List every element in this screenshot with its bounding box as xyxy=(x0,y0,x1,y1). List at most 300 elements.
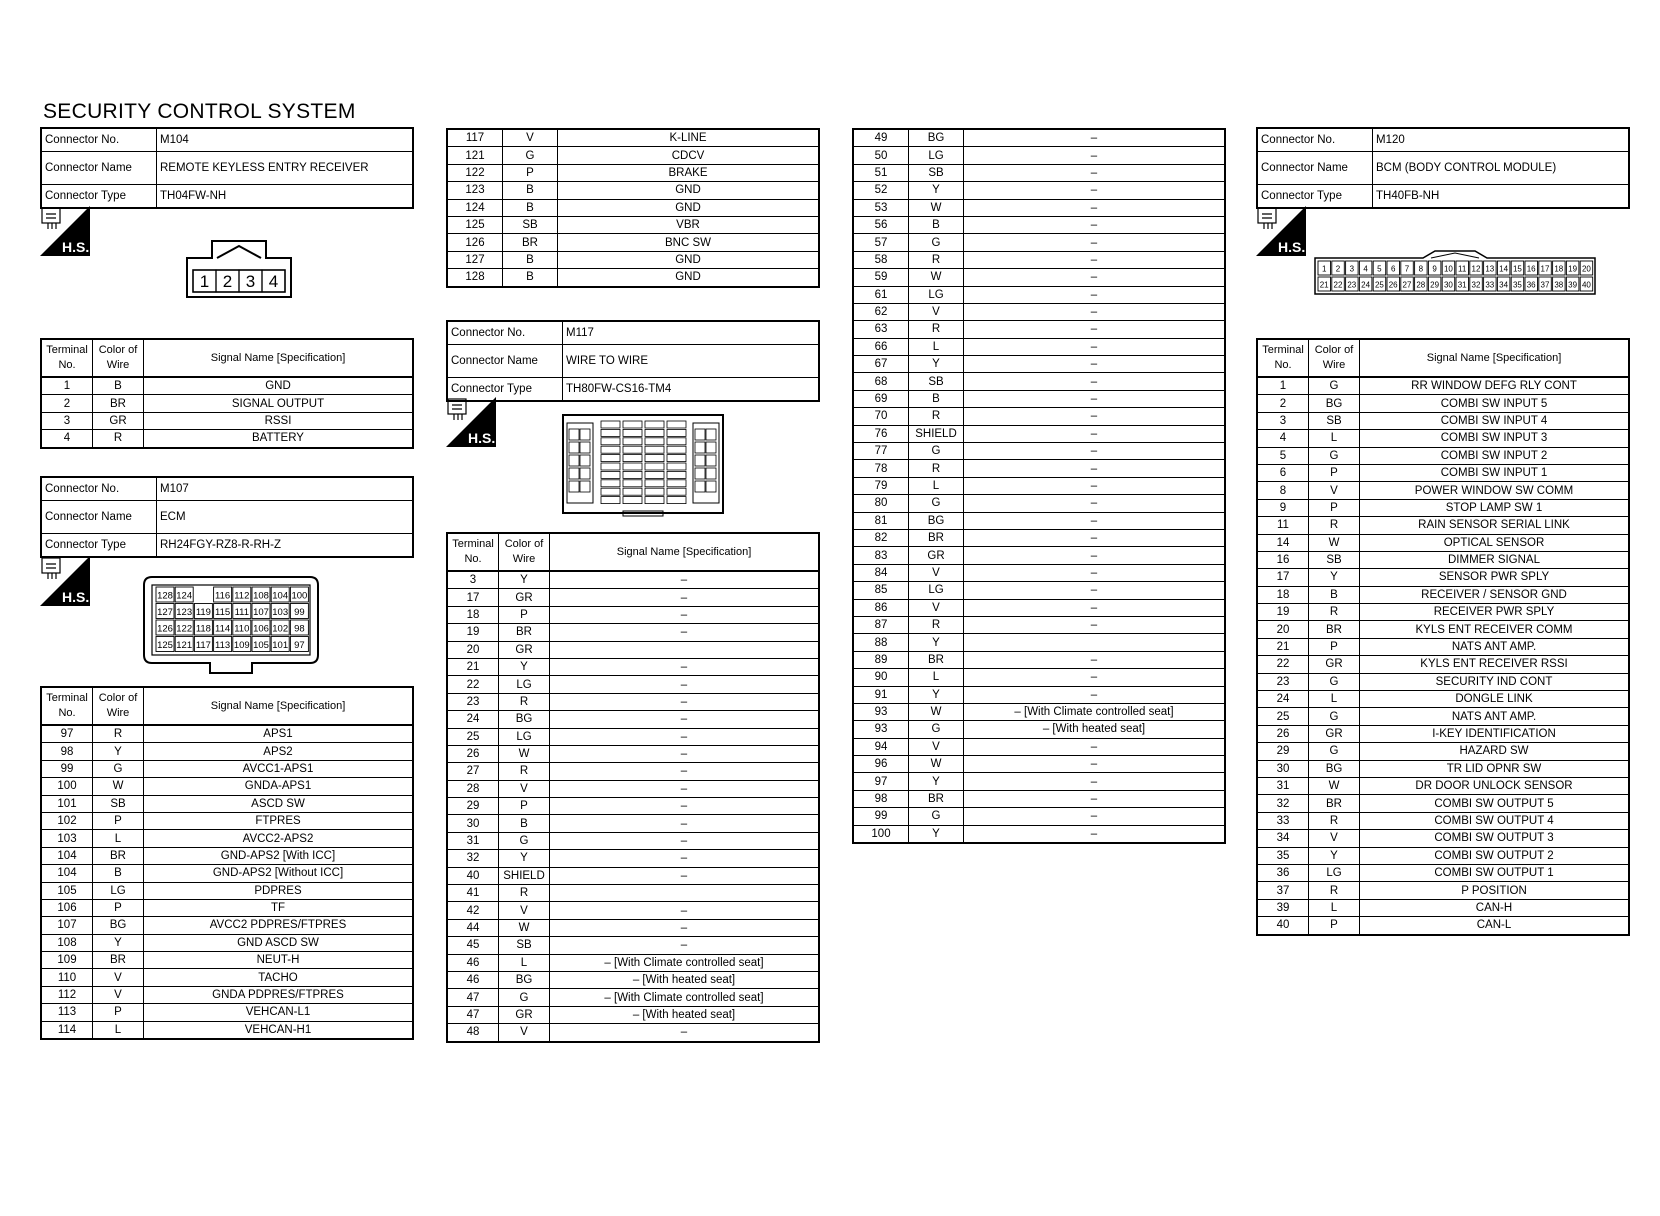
terminal-cell: 4 xyxy=(41,430,93,448)
connector-name-value: ECM xyxy=(157,501,414,534)
signal-cell: OPTICAL SENSOR xyxy=(1360,534,1630,551)
signal-cell: CAN-H xyxy=(1360,899,1630,916)
signal-cell: – xyxy=(964,547,1226,564)
pin-number: 114 xyxy=(215,623,231,635)
table-row xyxy=(447,919,819,936)
terminal-cell: 98 xyxy=(853,790,909,807)
terminal-cell: 91 xyxy=(853,686,909,703)
pin-number: 37 xyxy=(1540,280,1550,290)
color-header: Color of Wire xyxy=(499,533,550,571)
pin-number: 108 xyxy=(253,590,269,602)
table-row xyxy=(853,651,1225,668)
terminal-cell: 69 xyxy=(853,390,909,407)
color-cell: Y xyxy=(93,934,144,951)
table-row xyxy=(853,669,1225,686)
table-row xyxy=(447,902,819,919)
signal-cell: – [With heated seat] xyxy=(550,971,820,988)
signal-cell: – xyxy=(550,745,820,762)
table-row xyxy=(1257,882,1629,899)
terminal-cell: 21 xyxy=(1257,638,1309,655)
pin-number: 119 xyxy=(195,607,211,618)
pin-cavity xyxy=(667,438,686,445)
color-cell: G xyxy=(1309,447,1360,464)
signal-cell: – xyxy=(964,390,1226,407)
terminal-cell: 63 xyxy=(853,321,909,338)
page-title: SECURITY CONTROL SYSTEM xyxy=(43,100,356,123)
terminal-cell: 88 xyxy=(853,634,909,651)
pin-cavity xyxy=(695,429,705,440)
signal-cell: – xyxy=(964,790,1226,807)
table-row xyxy=(447,937,819,954)
table-row xyxy=(853,599,1225,616)
terminal-cell: 47 xyxy=(447,1006,499,1023)
terminal-cell: 17 xyxy=(447,589,499,606)
terminal-cell: 9 xyxy=(1257,499,1309,516)
signal-cell: – xyxy=(964,216,1226,233)
connector-no-label: Connector No. xyxy=(1257,128,1373,152)
table-row xyxy=(41,1004,413,1021)
table-row xyxy=(41,847,413,864)
terminal-cell: 32 xyxy=(1257,795,1309,812)
terminal-cell: 66 xyxy=(853,338,909,355)
terminal-cell: 8 xyxy=(1257,482,1309,499)
terminal-cell: 62 xyxy=(853,303,909,320)
table-row xyxy=(1257,864,1629,881)
terminal-cell: 61 xyxy=(853,286,909,303)
color-cell: B xyxy=(503,269,558,287)
color-cell: G xyxy=(499,989,550,1006)
pin-cavity xyxy=(645,446,664,453)
table-row xyxy=(853,529,1225,546)
terminal-cell: 67 xyxy=(853,356,909,373)
color-cell: LG xyxy=(909,582,964,599)
pin-number: 115 xyxy=(215,607,231,618)
pin-cavity xyxy=(706,468,716,479)
terminal-cell: 93 xyxy=(853,703,909,720)
harness-side-icon xyxy=(40,206,90,256)
pin-cavity xyxy=(569,442,579,453)
table-row xyxy=(1257,430,1629,447)
table-row xyxy=(853,286,1225,303)
color-cell: Y xyxy=(1309,847,1360,864)
table-row xyxy=(41,899,413,916)
signal-cell: COMBI SW INPUT 1 xyxy=(1360,464,1630,481)
signal-cell: NATS ANT AMP. xyxy=(1360,708,1630,725)
terminal-cell: 46 xyxy=(447,971,499,988)
color-cell: G xyxy=(503,147,558,164)
color-cell: W xyxy=(909,756,964,773)
table-row xyxy=(1257,604,1629,621)
signal-cell: STOP LAMP SW 1 xyxy=(1360,499,1630,516)
color-cell: V xyxy=(499,1024,550,1042)
signal-cell: – xyxy=(964,564,1226,581)
signal-cell: PDPRES xyxy=(144,882,414,899)
table-row xyxy=(1257,656,1629,673)
terminal-cell: 93 xyxy=(853,721,909,738)
signal-cell: – xyxy=(964,234,1226,251)
pin-cavity xyxy=(667,455,686,462)
m107-connector-diagram xyxy=(142,575,320,675)
table-row xyxy=(1257,708,1629,725)
color-header: Color of Wire xyxy=(93,687,144,725)
color-cell: L xyxy=(1309,430,1360,447)
table-row xyxy=(41,934,413,951)
signal-cell: – xyxy=(550,571,820,589)
signal-cell: P POSITION xyxy=(1360,882,1630,899)
terminal-cell: 97 xyxy=(853,773,909,790)
terminal-cell: 100 xyxy=(853,825,909,843)
pin-cavity xyxy=(580,481,590,492)
m120-terminal-table xyxy=(1256,338,1630,936)
signal-cell: – [With heated seat] xyxy=(964,721,1226,738)
terminal-cell: 34 xyxy=(1257,830,1309,847)
pin-cavity xyxy=(667,497,686,504)
color-cell: LG xyxy=(909,147,964,164)
table-row xyxy=(1257,499,1629,516)
pin-number: 109 xyxy=(233,640,250,651)
color-cell: B xyxy=(503,199,558,216)
color-cell: P xyxy=(93,1004,144,1021)
table-row xyxy=(1257,691,1629,708)
table-row xyxy=(447,989,819,1006)
signal-cell: – xyxy=(964,686,1226,703)
connector-name-value: BCM (BODY CONTROL MODULE) xyxy=(1373,152,1630,185)
signal-header: Signal Name [Specification] xyxy=(144,687,414,725)
pin-number: 29 xyxy=(1430,280,1440,290)
pin-number: 124 xyxy=(176,590,193,602)
pin-cavity xyxy=(601,446,620,453)
signal-cell: – xyxy=(964,129,1226,147)
color-cell: R xyxy=(93,725,144,743)
color-cell: SHIELD xyxy=(909,425,964,442)
terminal-cell: 22 xyxy=(447,676,499,693)
pin-number: 23 xyxy=(1347,280,1357,290)
color-cell: V xyxy=(499,780,550,797)
terminal-cell: 89 xyxy=(853,651,909,668)
signal-cell: GNDA-APS1 xyxy=(144,778,414,795)
m117-terminal-table xyxy=(446,532,820,1043)
terminal-cell: 46 xyxy=(447,954,499,971)
terminal-cell: 83 xyxy=(853,547,909,564)
signal-cell: VEHCAN-L1 xyxy=(144,1004,414,1021)
signal-cell: – xyxy=(964,616,1226,633)
color-cell: R xyxy=(1309,517,1360,534)
color-cell: G xyxy=(909,234,964,251)
m117-connector-diagram xyxy=(561,413,725,517)
signal-cell: – xyxy=(964,808,1226,825)
pin-number: 5 xyxy=(1377,264,1382,274)
m104-info xyxy=(40,127,414,209)
pin-cavity xyxy=(580,429,590,440)
color-cell: BR xyxy=(1309,795,1360,812)
connector-no-value: M104 xyxy=(157,128,414,152)
table-row xyxy=(853,738,1225,755)
terminal-cell: 48 xyxy=(447,1024,499,1042)
pin-cavity xyxy=(645,455,664,462)
m120-info xyxy=(1256,127,1630,209)
table-row xyxy=(1257,464,1629,481)
terminal-cell: 124 xyxy=(447,199,503,216)
terminal-cell: 3 xyxy=(1257,412,1309,429)
pin-cavity xyxy=(623,446,642,453)
color-cell: W xyxy=(909,269,964,286)
pin-number: 32 xyxy=(1471,280,1481,290)
terminal-cell: 18 xyxy=(447,606,499,623)
signal-cell: VBR xyxy=(558,216,820,233)
pin-number: 125 xyxy=(157,640,173,651)
color-cell: W xyxy=(909,199,964,216)
signal-cell: – xyxy=(964,773,1226,790)
table-row xyxy=(853,616,1225,633)
table-row xyxy=(1257,917,1629,935)
signal-cell xyxy=(550,885,820,902)
signal-cell: – xyxy=(550,919,820,936)
pin-number: 121 xyxy=(176,640,193,651)
table-row xyxy=(853,460,1225,477)
terminal-cell: 26 xyxy=(1257,725,1309,742)
signal-cell: – xyxy=(550,658,820,675)
table-row xyxy=(41,986,413,1003)
signal-header: Signal Name [Specification] xyxy=(144,339,414,377)
color-cell: W xyxy=(499,919,550,936)
terminal-cell: 4 xyxy=(1257,430,1309,447)
pin-number: 22 xyxy=(1333,280,1343,290)
pin-cavity xyxy=(623,429,642,436)
color-cell: L xyxy=(93,830,144,847)
terminal-cell: 49 xyxy=(853,129,909,147)
terminal-cell: 40 xyxy=(1257,917,1309,935)
color-cell: LG xyxy=(499,728,550,745)
terminal-cell: 20 xyxy=(1257,621,1309,638)
pin-number: 106 xyxy=(253,623,269,635)
pin-cavity xyxy=(623,497,642,504)
pin-cavity xyxy=(706,455,716,466)
table-row xyxy=(41,412,413,429)
table-row xyxy=(447,216,819,233)
pin-number: 3 xyxy=(1349,264,1355,274)
color-cell: LG xyxy=(499,676,550,693)
table-row xyxy=(447,1006,819,1023)
color-cell: B xyxy=(93,865,144,882)
terminal-cell: 14 xyxy=(1257,534,1309,551)
signal-cell: NATS ANT AMP. xyxy=(1360,638,1630,655)
pin-number: 4 xyxy=(1363,264,1368,274)
table-row xyxy=(853,338,1225,355)
color-cell: L xyxy=(909,669,964,686)
pin-number: 126 xyxy=(157,623,173,635)
signal-cell: – xyxy=(964,477,1226,494)
table-row xyxy=(1257,395,1629,412)
signal-header: Signal Name [Specification] xyxy=(1360,339,1630,377)
connector-type-label: Connector Type xyxy=(447,378,563,402)
signal-cell: – xyxy=(964,408,1226,425)
terminal-cell: 23 xyxy=(1257,673,1309,690)
color-cell: BG xyxy=(499,711,550,728)
pin-number: 19 xyxy=(1568,264,1578,274)
pin-number: 30 xyxy=(1443,280,1453,290)
pin-number: 33 xyxy=(1485,280,1495,290)
signal-cell: ASCD SW xyxy=(144,795,414,812)
table-row xyxy=(41,795,413,812)
terminal-cell: 28 xyxy=(447,780,499,797)
terminal-cell: 99 xyxy=(853,808,909,825)
pin-number: 107 xyxy=(253,607,269,618)
pin-number: 35 xyxy=(1512,280,1522,290)
pin-number: 9 xyxy=(1432,264,1437,274)
terminal-cell: 37 xyxy=(1257,882,1309,899)
terminal-cell: 5 xyxy=(1257,447,1309,464)
table-row xyxy=(1257,534,1629,551)
pin-number: 28 xyxy=(1416,280,1426,290)
m107-terminal-table xyxy=(40,686,414,1040)
color-cell: GR xyxy=(1309,725,1360,742)
color-cell: BG xyxy=(909,512,964,529)
color-cell: BR xyxy=(93,847,144,864)
table-row xyxy=(447,199,819,216)
signal-cell: – xyxy=(550,606,820,623)
signal-cell: COMBI SW OUTPUT 2 xyxy=(1360,847,1630,864)
signal-cell: AVCC2 PDPRES/FTPRES xyxy=(144,917,414,934)
table-row xyxy=(853,147,1225,164)
svg-text:H.S.: H.S. xyxy=(62,239,90,255)
table-row xyxy=(853,373,1225,390)
terminal-cell: 87 xyxy=(853,616,909,633)
signal-cell: – xyxy=(550,763,820,780)
table-row xyxy=(853,303,1225,320)
pin-number: 1 xyxy=(1321,264,1327,274)
color-cell: BR xyxy=(503,234,558,251)
terminal-cell: 35 xyxy=(1257,847,1309,864)
color-cell: Y xyxy=(909,356,964,373)
color-cell: BR xyxy=(1309,621,1360,638)
signal-cell: – [With heated seat] xyxy=(550,1006,820,1023)
connector-name-value: REMOTE KEYLESS ENTRY RECEIVER xyxy=(157,152,414,185)
color-cell: LG xyxy=(93,882,144,899)
table-row xyxy=(447,832,819,849)
table-row xyxy=(41,395,413,412)
pin-number: 4 xyxy=(268,272,279,291)
pin-cavity xyxy=(645,463,664,470)
terminal-cell: 36 xyxy=(1257,864,1309,881)
pin-cavity xyxy=(706,429,716,440)
color-cell: G xyxy=(1309,708,1360,725)
color-cell: V xyxy=(503,129,558,147)
pin-cavity xyxy=(623,463,642,470)
pin-cavity xyxy=(645,497,664,504)
color-cell: BG xyxy=(1309,760,1360,777)
table-row xyxy=(1257,760,1629,777)
table-row xyxy=(447,129,819,147)
color-cell: R xyxy=(1309,882,1360,899)
pin-cavity xyxy=(601,463,620,470)
signal-cell: DR DOOR UNLOCK SENSOR xyxy=(1360,777,1630,794)
color-cell: Y xyxy=(499,850,550,867)
color-cell: BG xyxy=(499,971,550,988)
terminal-cell: 117 xyxy=(447,129,503,147)
color-cell: G xyxy=(1309,673,1360,690)
terminal-cell: 121 xyxy=(447,147,503,164)
table-row xyxy=(853,703,1225,720)
pin-cavity xyxy=(667,471,686,478)
signal-cell: – xyxy=(550,624,820,641)
color-cell: SHIELD xyxy=(499,867,550,884)
table-row xyxy=(1257,795,1629,812)
table-row xyxy=(447,676,819,693)
terminal-cell: 109 xyxy=(41,952,93,969)
table-row xyxy=(41,830,413,847)
terminal-cell: 107 xyxy=(41,917,93,934)
table-row xyxy=(1257,899,1629,916)
table-row xyxy=(853,495,1225,512)
pin-cavity xyxy=(667,421,686,428)
color-header: Color of Wire xyxy=(1309,339,1360,377)
color-cell: SB xyxy=(499,937,550,954)
color-cell: P xyxy=(1309,638,1360,655)
color-cell: Y xyxy=(93,743,144,760)
terminal-cell: 2 xyxy=(1257,395,1309,412)
signal-cell: – xyxy=(550,728,820,745)
table-row xyxy=(853,251,1225,268)
color-cell: Y xyxy=(909,634,964,651)
terminal-cell: 29 xyxy=(1257,743,1309,760)
pin-number: 24 xyxy=(1361,280,1371,290)
signal-cell: – xyxy=(964,373,1226,390)
terminal-cell: 24 xyxy=(447,711,499,728)
pin-cavity xyxy=(601,471,620,478)
pin-cavity xyxy=(667,488,686,495)
table-row xyxy=(853,756,1225,773)
color-cell: V xyxy=(499,902,550,919)
color-cell: B xyxy=(93,377,144,395)
pin-cavity xyxy=(601,488,620,495)
terminal-cell: 1 xyxy=(1257,377,1309,395)
color-cell: G xyxy=(909,808,964,825)
table-row xyxy=(41,377,413,395)
color-header: Color of Wire xyxy=(93,339,144,377)
terminal-cell: 99 xyxy=(41,760,93,777)
table-row xyxy=(447,234,819,251)
terminal-cell: 3 xyxy=(41,412,93,429)
color-cell: B xyxy=(909,390,964,407)
terminal-cell: 86 xyxy=(853,599,909,616)
terminal-cell: 57 xyxy=(853,234,909,251)
connector-name-label: Connector Name xyxy=(41,152,157,185)
signal-cell: – xyxy=(964,164,1226,181)
pin-number: 112 xyxy=(234,590,250,602)
table-row xyxy=(853,582,1225,599)
terminal-cell: 17 xyxy=(1257,569,1309,586)
signal-cell: I-KEY IDENTIFICATION xyxy=(1360,725,1630,742)
signal-cell: GND ASCD SW xyxy=(144,934,414,951)
pin-cavity xyxy=(645,429,664,436)
table-row xyxy=(853,216,1225,233)
color-cell: L xyxy=(1309,691,1360,708)
terminal-cell: 40 xyxy=(447,867,499,884)
pin-cavity xyxy=(623,471,642,478)
color-cell: L xyxy=(93,1021,144,1039)
svg-text:H.S.: H.S. xyxy=(1278,239,1306,255)
table-row xyxy=(1257,412,1629,429)
table-row xyxy=(41,812,413,829)
pin-number: 34 xyxy=(1499,280,1509,290)
terminal-header: Terminal No. xyxy=(1257,339,1309,377)
pin-number: 99 xyxy=(294,607,305,618)
color-cell: L xyxy=(499,954,550,971)
signal-cell: K-LINE xyxy=(558,129,820,147)
pin-number: 14 xyxy=(1499,264,1509,274)
terminal-cell: 106 xyxy=(41,899,93,916)
terminal-cell: 85 xyxy=(853,582,909,599)
